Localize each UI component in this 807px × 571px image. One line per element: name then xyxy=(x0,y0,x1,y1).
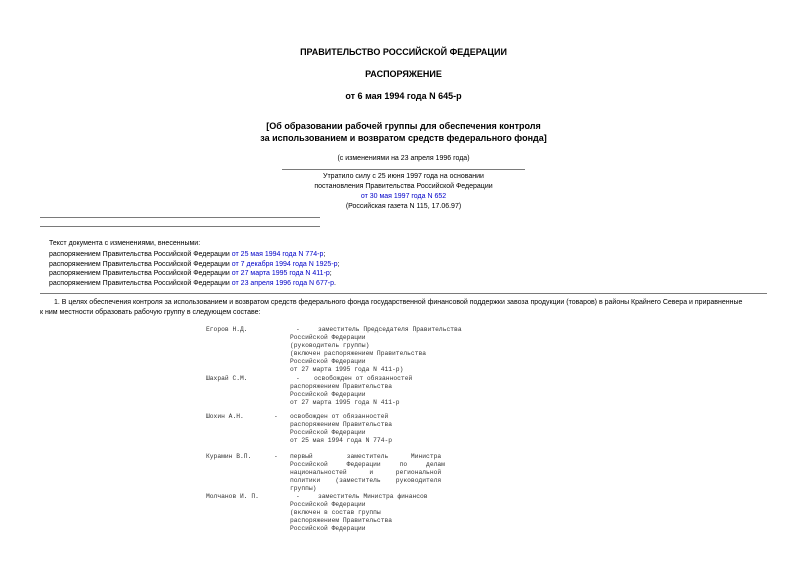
member-desc-line: распоряжением Правительства xyxy=(290,421,393,428)
amendment-item xyxy=(49,250,325,259)
doc-title-line2: за использованием и возвратом средств федерального фонда] xyxy=(260,133,547,143)
member-desc-line: Российской Федерации xyxy=(290,501,366,508)
member-dash: - xyxy=(274,413,278,420)
member-dash: - xyxy=(274,453,278,460)
separator xyxy=(40,217,320,218)
amendment-text: распоряжением Правительства Российской Федерации xyxy=(49,270,232,277)
amendment-suffix: ; xyxy=(337,261,340,268)
expired-source: (Российская газета N 115, 17.06.97) xyxy=(345,203,462,210)
member-desc-line: (руководитель группы) xyxy=(290,342,370,349)
doc-type: РАСПОРЯЖЕНИЕ xyxy=(365,69,442,79)
amendment-item xyxy=(49,279,336,288)
amendment-text: распоряжением Правительства Российской Федерации xyxy=(49,261,232,268)
paragraph-1-line1: 1. В целях обеспечения контроля за использованием и возвратом средств федерального фонда государственной финансовой поддержки завоза продукции (товаров) в районы Крайнего Севера и приравненные xyxy=(54,299,743,306)
member-desc-line: (включен распоряжением Правительства xyxy=(290,350,427,357)
member-desc-line: Российской Федерации xyxy=(290,334,366,341)
amendment-item xyxy=(49,260,340,269)
amendment-link[interactable]: от 23 апреля 1996 года N 677-р xyxy=(231,280,334,287)
expired-line1: Утратило силу с 25 июня 1997 года на основании xyxy=(323,173,484,180)
member-desc-line: Российской Федерации xyxy=(290,391,366,398)
separator xyxy=(40,293,767,294)
member-desc-line: заместитель Министра финансов xyxy=(318,493,428,500)
member-desc-line: Российской Федерации xyxy=(290,525,366,532)
amendment-text: распоряжением Правительства Российской Федерации xyxy=(49,251,232,258)
separator xyxy=(40,226,320,227)
doc-title-line1: [Об образовании рабочей группы для обеспечения контроля xyxy=(266,121,541,131)
member-desc-line: группы) xyxy=(290,485,317,492)
member-desc-line: распоряжением Правительства xyxy=(290,383,393,390)
doc-date-number: от 6 мая 1994 года N 645-р xyxy=(345,91,462,101)
changes-note: (с изменениями на 23 апреля 1996 года) xyxy=(337,155,470,162)
member-desc-line: Российской Федерации xyxy=(290,358,366,365)
member-desc-line: освобожден от обязанностей xyxy=(290,413,389,420)
amendment-link[interactable]: от 27 марта 1995 года N 411-р xyxy=(231,270,330,277)
member-dash: - xyxy=(296,375,300,382)
amendment-suffix: ; xyxy=(323,251,326,258)
amendments-intro: Текст документа с изменениями, внесенными: xyxy=(49,240,201,247)
member-desc-line: национальностей и региональной xyxy=(290,469,442,476)
member-link[interactable]: от 27 марта 1995 года N 411-р) xyxy=(290,366,404,373)
member-name: Шахрай С.М. xyxy=(206,375,248,382)
member-link[interactable]: от 25 мая 1994 года N 774-р xyxy=(290,437,393,444)
member-desc-line: заместитель Председателя Правительства xyxy=(318,326,462,333)
member-desc-line: (включен в состав группы xyxy=(290,509,381,516)
member-name: Курамин В.П. xyxy=(206,453,252,460)
member-name: Шохин А.Н. xyxy=(206,413,244,420)
amendment-link[interactable]: от 7 декабря 1994 года N 1925-р xyxy=(231,261,338,268)
expired-link[interactable]: от 30 мая 1997 года N 652 xyxy=(360,193,447,200)
member-desc-line: освобожден от обязанностей xyxy=(314,375,413,382)
amendment-suffix: . xyxy=(333,280,336,287)
paragraph-1-line2: к ним местности образовать рабочую группу в следующем составе: xyxy=(40,309,261,316)
member-dash: - xyxy=(296,493,300,500)
member-name: Егоров Н.Д. xyxy=(206,326,248,333)
amendment-item xyxy=(49,269,332,278)
member-desc-line: распоряжением Правительства xyxy=(290,517,393,524)
member-desc-line: первый заместитель Министра xyxy=(290,453,442,460)
member-name: Молчанов И. П. xyxy=(206,493,259,500)
amendment-text: распоряжением Правительства Российской Федерации xyxy=(49,280,232,287)
amendment-link[interactable]: от 25 мая 1994 года N 774-р xyxy=(231,251,324,258)
member-dash: - xyxy=(296,326,300,333)
member-desc-line: Российской Федерации xyxy=(290,429,366,436)
separator xyxy=(282,169,525,170)
member-desc-line: политики (заместитель руководителя xyxy=(290,477,442,484)
member-desc-line: Российской Федерации по делам xyxy=(290,461,445,468)
org-title: ПРАВИТЕЛЬСТВО РОССИЙСКОЙ ФЕДЕРАЦИИ xyxy=(300,47,507,57)
amendment-suffix: ; xyxy=(329,270,332,277)
member-link[interactable]: от 27 марта 1995 года N 411-р xyxy=(290,399,400,406)
expired-line2: постановления Правительства Российской Федерации xyxy=(314,183,493,190)
